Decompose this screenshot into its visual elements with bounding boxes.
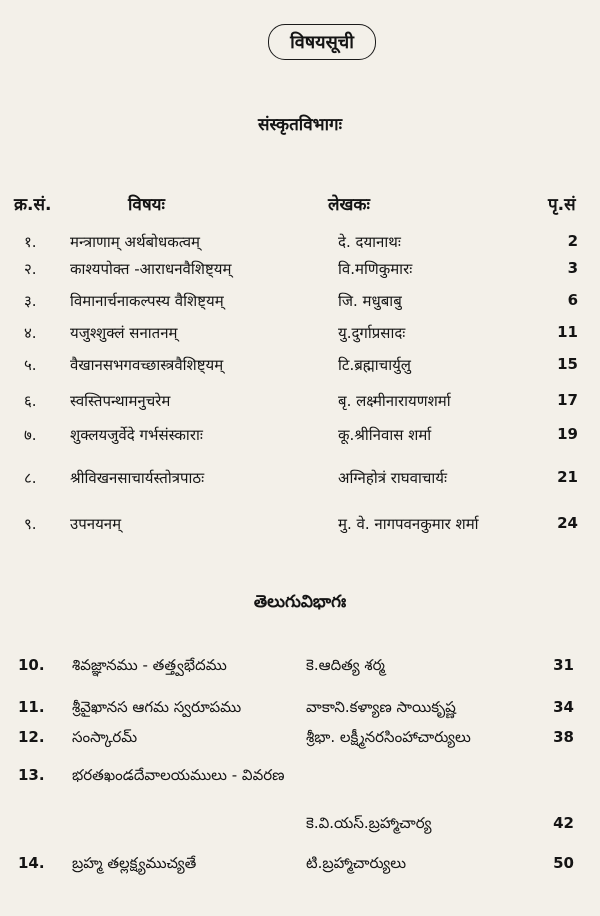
entry-number: २. — [24, 260, 37, 278]
entry-page: 34 — [553, 698, 574, 716]
entry-author: दे. दयानाथः — [338, 233, 401, 251]
entry-page: 21 — [557, 468, 578, 486]
entry-author: వాకాని.కళ్యాణ సాయికృష్ణ — [306, 698, 456, 716]
entry-number: ६. — [24, 392, 37, 410]
author-column-header: लेखकः — [328, 195, 370, 215]
sanskrit-section-heading: संस्कृतविभागः — [257, 115, 343, 135]
entry-author: वि.मणिकुमारः — [338, 260, 413, 278]
entry-subject: బ్రహ్మ తల్లక్ష్యముచ్యతే — [72, 854, 197, 872]
entry-author: बृ. लक्ष्मीनारायणशर्मा — [338, 392, 451, 410]
entry-subject: సంస్కారమ్ — [72, 728, 138, 746]
entry-author: कू.श्रीनिवास शर्मा — [338, 426, 432, 444]
entry-number: ९. — [24, 515, 37, 533]
entry-page: 6 — [567, 291, 578, 309]
entry-author: కె.వి.యస్.బ్రహ్మాచార్య — [306, 814, 432, 832]
entry-page: 50 — [553, 854, 574, 872]
toc-entry — [0, 355, 600, 381]
toc-entry — [0, 698, 600, 724]
toc-entry — [0, 766, 600, 792]
toc-entry — [0, 425, 600, 451]
toc-entry — [0, 323, 600, 349]
entry-number: 11. — [18, 698, 45, 716]
entry-number: ७. — [24, 426, 37, 444]
entry-author: मु. वे. नागपवनकुमार शर्मा — [338, 515, 479, 533]
entry-subject: శివజ్ఞానము - తత్త్వభేదము — [72, 656, 227, 674]
entry-subject: काश्यपोक्त -आराधनवैशिष्ट्यम् — [70, 260, 232, 278]
entry-author: यु.दुर्गाप्रसादः — [338, 324, 406, 342]
subject-column-header: विषयः — [128, 195, 165, 215]
entry-number: ४. — [24, 324, 37, 342]
entry-page: 19 — [557, 425, 578, 443]
entry-number: 10. — [18, 656, 45, 674]
entry-author: కె.ఆదిత్య శర్మ — [306, 656, 385, 674]
entry-page: 2 — [567, 232, 578, 250]
serial-column-header: क्र.सं. — [14, 195, 52, 215]
toc-entry-continuation — [0, 814, 600, 840]
entry-page: 24 — [557, 514, 578, 532]
entry-number: 12. — [18, 728, 45, 746]
entry-number: ३. — [24, 292, 37, 310]
toc-entry — [0, 728, 600, 754]
entry-number: ५. — [24, 356, 37, 374]
entry-number: 13. — [18, 766, 45, 784]
page-title: विषयसूची — [268, 24, 376, 60]
entry-number: ८. — [24, 469, 37, 487]
entry-author: శ్రీభా. లక్ష్మీనరసింహాచార్యులు — [306, 728, 471, 746]
entry-page: 31 — [553, 656, 574, 674]
entry-author: టి.బ్రహ్మాచార్యులు — [306, 854, 407, 872]
entry-subject: स्वस्तिपन्थामनुचरेम — [70, 392, 171, 410]
toc-entry — [0, 854, 600, 880]
entry-subject: భరతఖండదేవాలయములు - వివరణ — [72, 766, 285, 784]
toc-entry — [0, 232, 600, 258]
entry-page: 11 — [557, 323, 578, 341]
entry-subject: विमानार्चनाकल्पस्य वैशिष्ट्यम् — [70, 292, 224, 310]
page-column-header: पृ.सं — [548, 195, 576, 215]
entry-page: 42 — [553, 814, 574, 832]
toc-entry — [0, 259, 600, 285]
toc-entry — [0, 391, 600, 417]
entry-number: १. — [24, 233, 37, 251]
entry-subject: उपनयनम् — [70, 515, 122, 533]
entry-subject: मन्त्राणाम् अर्थबोधकत्वम् — [70, 233, 201, 251]
toc-entry — [0, 656, 600, 682]
entry-page: 38 — [553, 728, 574, 746]
entry-author: अग्निहोत्रं राघवाचार्यः — [338, 469, 448, 487]
telugu-section-heading: తెలుగువిభాగః — [253, 592, 347, 612]
entry-subject: श्रीविखनसाचार्यस्तोत्रपाठः — [70, 469, 205, 487]
entry-page: 15 — [557, 355, 578, 373]
entry-author: टि.ब्रह्माचार्युलु — [338, 356, 411, 374]
entry-page: 3 — [567, 259, 578, 277]
entry-author: जि. मधुबाबु — [338, 292, 402, 310]
toc-entry — [0, 514, 600, 540]
toc-entry — [0, 291, 600, 317]
entry-subject: शुक्लयजुर्वेदे गर्भसंस्काराः — [70, 426, 203, 444]
entry-subject: శ్రీవైఖానస ఆగమ స్వరూపము — [72, 698, 242, 716]
entry-subject: वैखानसभगवच्छास्त्रवैशिष्ट्यम् — [70, 356, 224, 374]
toc-entry — [0, 468, 600, 494]
entry-page: 17 — [557, 391, 578, 409]
entry-subject: यजुश्शुक्लं सनातनम् — [70, 324, 178, 342]
entry-number: 14. — [18, 854, 45, 872]
